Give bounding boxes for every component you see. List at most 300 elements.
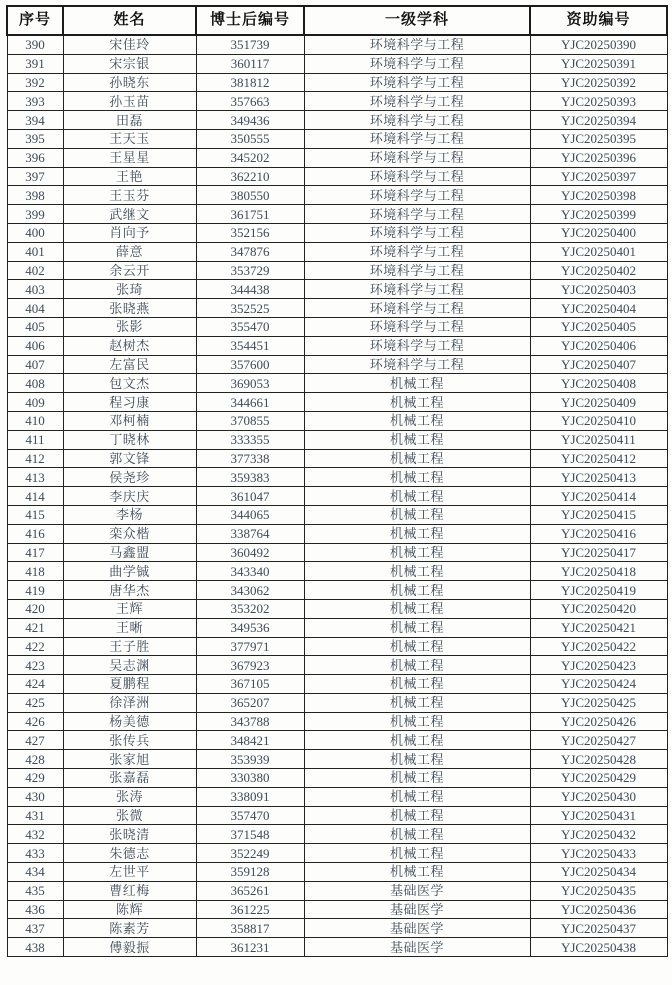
table-row [7, 712, 667, 731]
table-row [7, 543, 667, 562]
cell-grant-id: YJC20250426 [530, 712, 667, 731]
cell-discipline: 环境科学与工程 [304, 242, 530, 261]
cell-postdoc-id: 344438 [196, 280, 304, 299]
cell-discipline: 机械工程 [304, 374, 530, 393]
cell-postdoc-id: 377338 [196, 449, 304, 468]
cell-name: 陈素芳 [63, 919, 196, 938]
cell-postdoc-id: 359128 [196, 863, 304, 882]
cell-grant-id: YJC20250390 [530, 35, 667, 54]
cell-index: 409 [7, 393, 63, 412]
cell-name: 夏鹏程 [63, 675, 196, 694]
cell-name: 张传兵 [63, 731, 196, 750]
table-row [7, 374, 667, 393]
cell-index: 434 [7, 863, 63, 882]
cell-postdoc-id: 377971 [196, 637, 304, 656]
table-row [7, 769, 667, 788]
cell-discipline: 机械工程 [304, 581, 530, 600]
cell-index: 392 [7, 73, 63, 92]
column-header-postdoc_id: 博士后编号 [196, 6, 304, 35]
table-row [7, 411, 667, 430]
table-row [7, 336, 667, 355]
cell-name: 张影 [63, 317, 196, 336]
cell-discipline: 环境科学与工程 [304, 223, 530, 242]
cell-grant-id: YJC20250414 [530, 487, 667, 506]
cell-grant-id: YJC20250396 [530, 148, 667, 167]
cell-name: 李庆庆 [63, 487, 196, 506]
cell-index: 401 [7, 242, 63, 261]
cell-postdoc-id: 381812 [196, 73, 304, 92]
table-row [7, 129, 667, 148]
cell-grant-id: YJC20250432 [530, 825, 667, 844]
table-header [7, 6, 667, 35]
cell-postdoc-id: 357470 [196, 806, 304, 825]
cell-index: 390 [7, 35, 63, 54]
cell-postdoc-id: 359383 [196, 468, 304, 487]
cell-postdoc-id: 355470 [196, 317, 304, 336]
cell-name: 王子胜 [63, 637, 196, 656]
table-row [7, 919, 667, 938]
cell-name: 王辉 [63, 599, 196, 618]
cell-postdoc-id: 338091 [196, 787, 304, 806]
cell-name: 侯尧珍 [63, 468, 196, 487]
cell-index: 427 [7, 731, 63, 750]
cell-name: 王玉芬 [63, 186, 196, 205]
cell-discipline: 基础医学 [304, 881, 530, 900]
cell-discipline: 机械工程 [304, 430, 530, 449]
cell-postdoc-id: 361751 [196, 205, 304, 224]
cell-discipline: 机械工程 [304, 543, 530, 562]
cell-postdoc-id: 367923 [196, 656, 304, 675]
cell-index: 416 [7, 524, 63, 543]
cell-name: 宋佳玲 [63, 35, 196, 54]
cell-index: 410 [7, 411, 63, 430]
table-row [7, 223, 667, 242]
cell-index: 425 [7, 693, 63, 712]
cell-index: 408 [7, 374, 63, 393]
cell-postdoc-id: 360117 [196, 54, 304, 73]
table-row [7, 355, 667, 374]
table-body [7, 35, 667, 957]
cell-grant-id: YJC20250393 [530, 92, 667, 111]
table-row [7, 524, 667, 543]
cell-grant-id: YJC20250421 [530, 618, 667, 637]
cell-name: 张嘉磊 [63, 769, 196, 788]
cell-discipline: 机械工程 [304, 656, 530, 675]
table-row [7, 505, 667, 524]
table-row [7, 487, 667, 506]
cell-grant-id: YJC20250399 [530, 205, 667, 224]
cell-grant-id: YJC20250394 [530, 111, 667, 130]
table-row [7, 280, 667, 299]
cell-postdoc-id: 357663 [196, 92, 304, 111]
column-header-index: 序号 [7, 6, 63, 35]
cell-grant-id: YJC20250404 [530, 299, 667, 318]
cell-discipline: 环境科学与工程 [304, 148, 530, 167]
cell-grant-id: YJC20250428 [530, 750, 667, 769]
cell-grant-id: YJC20250410 [530, 411, 667, 430]
table-row [7, 73, 667, 92]
table-row [7, 938, 667, 957]
cell-postdoc-id: 361231 [196, 938, 304, 957]
cell-name: 张晓燕 [63, 299, 196, 318]
column-header-name: 姓名 [63, 6, 196, 35]
cell-postdoc-id: 361225 [196, 900, 304, 919]
cell-discipline: 基础医学 [304, 900, 530, 919]
table-row [7, 844, 667, 863]
cell-discipline: 机械工程 [304, 618, 530, 637]
cell-postdoc-id: 347876 [196, 242, 304, 261]
cell-grant-id: YJC20250420 [530, 599, 667, 618]
cell-grant-id: YJC20250435 [530, 881, 667, 900]
cell-postdoc-id: 348421 [196, 731, 304, 750]
cell-index: 407 [7, 355, 63, 374]
table-row [7, 205, 667, 224]
cell-name: 薛意 [63, 242, 196, 261]
table-row [7, 637, 667, 656]
table-row [7, 750, 667, 769]
cell-grant-id: YJC20250419 [530, 581, 667, 600]
cell-name: 宋宗银 [63, 54, 196, 73]
cell-index: 406 [7, 336, 63, 355]
cell-grant-id: YJC20250418 [530, 562, 667, 581]
cell-index: 412 [7, 449, 63, 468]
cell-name: 王天玉 [63, 129, 196, 148]
cell-index: 397 [7, 167, 63, 186]
cell-name: 孙晓东 [63, 73, 196, 92]
cell-discipline: 环境科学与工程 [304, 355, 530, 374]
cell-discipline: 机械工程 [304, 393, 530, 412]
cell-index: 399 [7, 205, 63, 224]
cell-postdoc-id: 330380 [196, 769, 304, 788]
cell-index: 430 [7, 787, 63, 806]
cell-discipline: 环境科学与工程 [304, 129, 530, 148]
cell-grant-id: YJC20250427 [530, 731, 667, 750]
cell-index: 435 [7, 881, 63, 900]
cell-postdoc-id: 351739 [196, 35, 304, 54]
cell-discipline: 机械工程 [304, 599, 530, 618]
table-row [7, 787, 667, 806]
cell-index: 393 [7, 92, 63, 111]
cell-grant-id: YJC20250436 [530, 900, 667, 919]
table-row [7, 863, 667, 882]
cell-grant-id: YJC20250398 [530, 186, 667, 205]
cell-index: 432 [7, 825, 63, 844]
cell-index: 428 [7, 750, 63, 769]
cell-index: 402 [7, 261, 63, 280]
cell-grant-id: YJC20250397 [530, 167, 667, 186]
table-row [7, 261, 667, 280]
cell-name: 郭文锋 [63, 449, 196, 468]
cell-index: 417 [7, 543, 63, 562]
cell-name: 朱德志 [63, 844, 196, 863]
cell-discipline: 环境科学与工程 [304, 73, 530, 92]
table-row [7, 242, 667, 261]
table-row [7, 675, 667, 694]
cell-grant-id: YJC20250405 [530, 317, 667, 336]
cell-discipline: 机械工程 [304, 411, 530, 430]
table-row [7, 806, 667, 825]
cell-name: 傅毅振 [63, 938, 196, 957]
cell-postdoc-id: 352156 [196, 223, 304, 242]
cell-discipline: 机械工程 [304, 712, 530, 731]
cell-grant-id: YJC20250411 [530, 430, 667, 449]
table-row [7, 393, 667, 412]
table-row [7, 468, 667, 487]
cell-discipline: 环境科学与工程 [304, 111, 530, 130]
cell-discipline: 机械工程 [304, 693, 530, 712]
cell-name: 丁晓林 [63, 430, 196, 449]
cell-postdoc-id: 353729 [196, 261, 304, 280]
cell-grant-id: YJC20250438 [530, 938, 667, 957]
cell-name: 张琦 [63, 280, 196, 299]
table-row [7, 111, 667, 130]
cell-index: 431 [7, 806, 63, 825]
column-header-discipline: 一级学科 [304, 6, 530, 35]
cell-discipline: 机械工程 [304, 750, 530, 769]
cell-discipline: 机械工程 [304, 524, 530, 543]
table-row [7, 656, 667, 675]
table-row [7, 430, 667, 449]
cell-name: 赵树杰 [63, 336, 196, 355]
cell-discipline: 环境科学与工程 [304, 280, 530, 299]
header-row [7, 6, 667, 35]
cell-discipline: 机械工程 [304, 731, 530, 750]
cell-grant-id: YJC20250409 [530, 393, 667, 412]
cell-postdoc-id: 333355 [196, 430, 304, 449]
table-row [7, 599, 667, 618]
cell-discipline: 机械工程 [304, 825, 530, 844]
table-row [7, 35, 667, 54]
cell-index: 414 [7, 487, 63, 506]
cell-index: 419 [7, 581, 63, 600]
cell-discipline: 机械工程 [304, 637, 530, 656]
cell-name: 马鑫盟 [63, 543, 196, 562]
cell-name: 张家旭 [63, 750, 196, 769]
cell-discipline: 机械工程 [304, 505, 530, 524]
cell-grant-id: YJC20250401 [530, 242, 667, 261]
table-row [7, 317, 667, 336]
cell-grant-id: YJC20250424 [530, 675, 667, 694]
cell-postdoc-id: 361047 [196, 487, 304, 506]
cell-postdoc-id: 354451 [196, 336, 304, 355]
cell-postdoc-id: 367105 [196, 675, 304, 694]
cell-name: 张微 [63, 806, 196, 825]
cell-index: 420 [7, 599, 63, 618]
cell-name: 陈辉 [63, 900, 196, 919]
cell-discipline: 基础医学 [304, 919, 530, 938]
cell-index: 411 [7, 430, 63, 449]
cell-index: 421 [7, 618, 63, 637]
cell-postdoc-id: 352249 [196, 844, 304, 863]
cell-postdoc-id: 360492 [196, 543, 304, 562]
table-row [7, 618, 667, 637]
cell-grant-id: YJC20250434 [530, 863, 667, 882]
table-row [7, 148, 667, 167]
cell-postdoc-id: 343062 [196, 581, 304, 600]
table-row [7, 167, 667, 186]
cell-discipline: 环境科学与工程 [304, 186, 530, 205]
table-row [7, 562, 667, 581]
cell-name: 王艳 [63, 167, 196, 186]
cell-grant-id: YJC20250415 [530, 505, 667, 524]
cell-discipline: 基础医学 [304, 938, 530, 957]
table-row [7, 900, 667, 919]
cell-name: 孙玉苗 [63, 92, 196, 111]
cell-grant-id: YJC20250433 [530, 844, 667, 863]
cell-name: 栾众楷 [63, 524, 196, 543]
cell-name: 吴志渊 [63, 656, 196, 675]
cell-grant-id: YJC20250437 [530, 919, 667, 938]
cell-index: 418 [7, 562, 63, 581]
table-row [7, 299, 667, 318]
cell-name: 邓柯楠 [63, 411, 196, 430]
cell-name: 肖向予 [63, 223, 196, 242]
cell-grant-id: YJC20250392 [530, 73, 667, 92]
cell-name: 曲学铖 [63, 562, 196, 581]
cell-postdoc-id: 344661 [196, 393, 304, 412]
cell-grant-id: YJC20250391 [530, 54, 667, 73]
cell-grant-id: YJC20250412 [530, 449, 667, 468]
cell-index: 436 [7, 900, 63, 919]
table-row [7, 693, 667, 712]
cell-name: 程习康 [63, 393, 196, 412]
cell-postdoc-id: 365207 [196, 693, 304, 712]
cell-discipline: 环境科学与工程 [304, 261, 530, 280]
cell-discipline: 机械工程 [304, 675, 530, 694]
cell-postdoc-id: 365261 [196, 881, 304, 900]
cell-postdoc-id: 338764 [196, 524, 304, 543]
cell-grant-id: YJC20250408 [530, 374, 667, 393]
table-row [7, 881, 667, 900]
cell-index: 437 [7, 919, 63, 938]
cell-name: 武继文 [63, 205, 196, 224]
cell-grant-id: YJC20250402 [530, 261, 667, 280]
cell-discipline: 环境科学与工程 [304, 35, 530, 54]
cell-name: 田磊 [63, 111, 196, 130]
column-header-grant_id: 资助编号 [530, 6, 667, 35]
cell-discipline: 机械工程 [304, 562, 530, 581]
cell-postdoc-id: 350555 [196, 129, 304, 148]
cell-discipline: 环境科学与工程 [304, 92, 530, 111]
cell-grant-id: YJC20250403 [530, 280, 667, 299]
cell-index: 429 [7, 769, 63, 788]
cell-postdoc-id: 352525 [196, 299, 304, 318]
cell-name: 包文杰 [63, 374, 196, 393]
cell-postdoc-id: 343340 [196, 562, 304, 581]
cell-grant-id: YJC20250429 [530, 769, 667, 788]
cell-grant-id: YJC20250400 [530, 223, 667, 242]
cell-grant-id: YJC20250416 [530, 524, 667, 543]
cell-grant-id: YJC20250413 [530, 468, 667, 487]
cell-name: 余云开 [63, 261, 196, 280]
cell-discipline: 机械工程 [304, 769, 530, 788]
cell-index: 394 [7, 111, 63, 130]
cell-grant-id: YJC20250431 [530, 806, 667, 825]
cell-index: 438 [7, 938, 63, 957]
cell-index: 398 [7, 186, 63, 205]
cell-discipline: 机械工程 [304, 487, 530, 506]
cell-postdoc-id: 349536 [196, 618, 304, 637]
cell-name: 曹红梅 [63, 881, 196, 900]
cell-name: 张涛 [63, 787, 196, 806]
cell-postdoc-id: 369053 [196, 374, 304, 393]
cell-name: 左富民 [63, 355, 196, 374]
cell-grant-id: YJC20250407 [530, 355, 667, 374]
cell-discipline: 环境科学与工程 [304, 54, 530, 73]
funding-list-table [6, 5, 668, 957]
cell-discipline: 机械工程 [304, 844, 530, 863]
table-row [7, 731, 667, 750]
cell-index: 403 [7, 280, 63, 299]
cell-grant-id: YJC20250417 [530, 543, 667, 562]
cell-index: 400 [7, 223, 63, 242]
cell-index: 391 [7, 54, 63, 73]
table-row [7, 92, 667, 111]
cell-postdoc-id: 362210 [196, 167, 304, 186]
cell-index: 415 [7, 505, 63, 524]
cell-discipline: 机械工程 [304, 787, 530, 806]
cell-index: 423 [7, 656, 63, 675]
cell-index: 422 [7, 637, 63, 656]
cell-name: 王星星 [63, 148, 196, 167]
cell-name: 左世平 [63, 863, 196, 882]
cell-discipline: 机械工程 [304, 806, 530, 825]
cell-grant-id: YJC20250423 [530, 656, 667, 675]
cell-postdoc-id: 349436 [196, 111, 304, 130]
cell-grant-id: YJC20250395 [530, 129, 667, 148]
cell-discipline: 环境科学与工程 [304, 205, 530, 224]
cell-index: 404 [7, 299, 63, 318]
cell-discipline: 环境科学与工程 [304, 317, 530, 336]
cell-discipline: 环境科学与工程 [304, 167, 530, 186]
cell-postdoc-id: 371548 [196, 825, 304, 844]
cell-index: 433 [7, 844, 63, 863]
cell-postdoc-id: 344065 [196, 505, 304, 524]
table-row [7, 54, 667, 73]
cell-grant-id: YJC20250422 [530, 637, 667, 656]
cell-postdoc-id: 353202 [196, 599, 304, 618]
cell-index: 395 [7, 129, 63, 148]
cell-name: 唐华杰 [63, 581, 196, 600]
cell-postdoc-id: 358817 [196, 919, 304, 938]
cell-index: 426 [7, 712, 63, 731]
cell-name: 李杨 [63, 505, 196, 524]
table-row [7, 449, 667, 468]
cell-discipline: 环境科学与工程 [304, 299, 530, 318]
cell-index: 396 [7, 148, 63, 167]
cell-name: 杨美德 [63, 712, 196, 731]
cell-index: 424 [7, 675, 63, 694]
table-row [7, 186, 667, 205]
cell-index: 413 [7, 468, 63, 487]
cell-postdoc-id: 370855 [196, 411, 304, 430]
cell-postdoc-id: 343788 [196, 712, 304, 731]
cell-discipline: 机械工程 [304, 449, 530, 468]
cell-name: 徐泽洲 [63, 693, 196, 712]
cell-postdoc-id: 380550 [196, 186, 304, 205]
cell-grant-id: YJC20250430 [530, 787, 667, 806]
cell-name: 张晓清 [63, 825, 196, 844]
cell-discipline: 环境科学与工程 [304, 336, 530, 355]
cell-grant-id: YJC20250406 [530, 336, 667, 355]
table-row [7, 825, 667, 844]
cell-index: 405 [7, 317, 63, 336]
cell-grant-id: YJC20250425 [530, 693, 667, 712]
table-row [7, 581, 667, 600]
cell-postdoc-id: 353939 [196, 750, 304, 769]
cell-postdoc-id: 345202 [196, 148, 304, 167]
cell-discipline: 机械工程 [304, 863, 530, 882]
